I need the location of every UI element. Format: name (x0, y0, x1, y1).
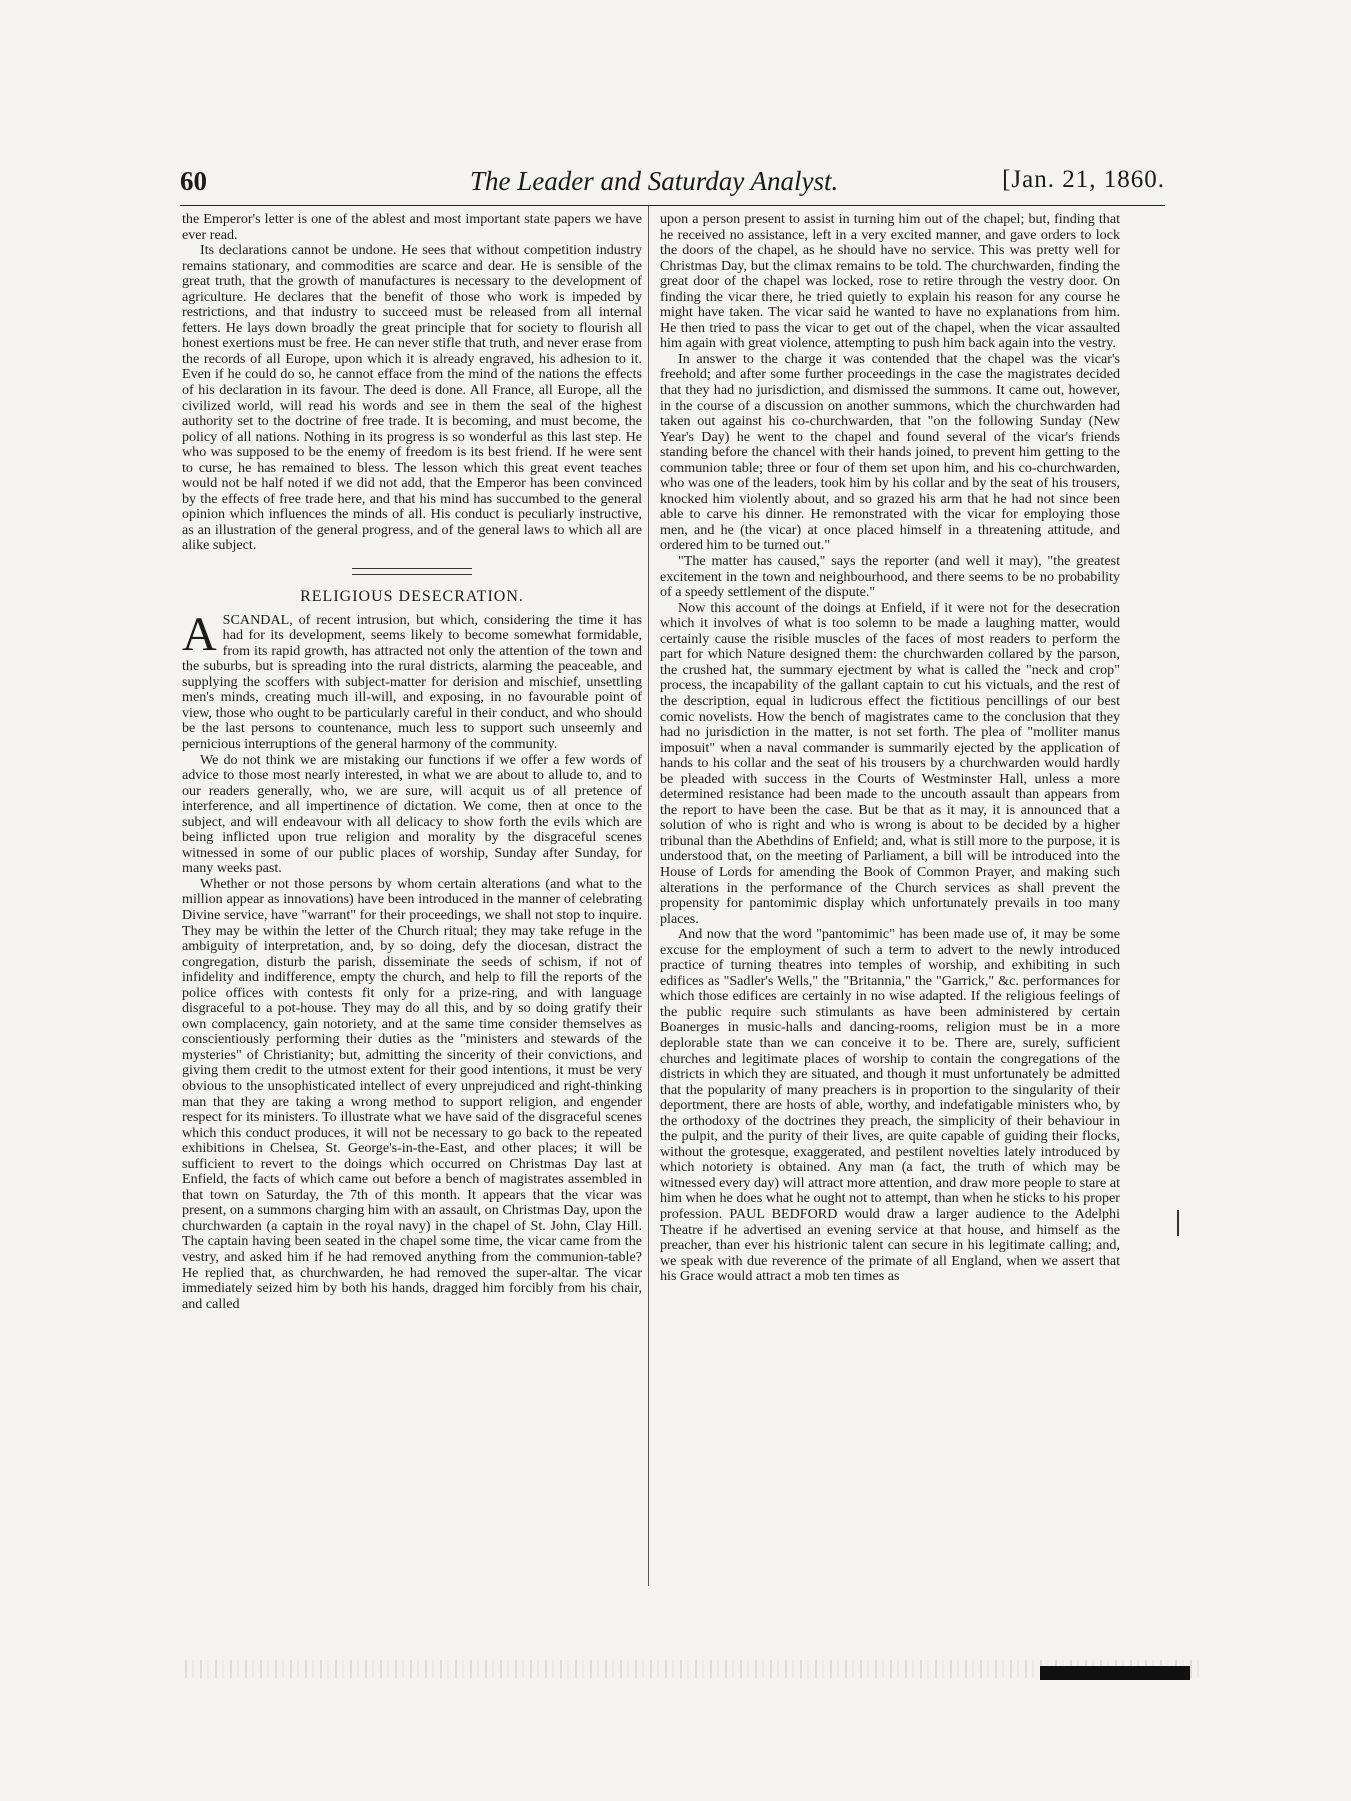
scan-bar (1040, 1666, 1190, 1680)
drop-cap: A (182, 607, 217, 661)
paragraph: "The matter has caused," says the reporter (and well it may), "the greatest excitement in the town and neighbourhood, and there seems to be no probability of a speedy settlement of the dispute." (660, 553, 1120, 601)
header-rule (180, 205, 1165, 206)
section-divider (352, 568, 472, 575)
issue-date: [Jan. 21, 1860. (1002, 166, 1165, 193)
paragraph: And now that the word "pantomimic" has been made use of, it may be some excuse for the employment of such a term to advert to the newly introduced practice of turning theatres into temples of worship, and exhibiting in such edifices as "Sadler's Wells," the "Britannia," the "Garrick," &c. performances for which those edifices are certainly in no wise adapted. If the religious feelings of the public require such stimulants as have been administered by certain Boanerges in music-halls and dancing-rooms, religion must be in a more deplorable state than we can conceive it to be. There are, surely, sufficient churches and legitimate places of worship to contain the congregations of the districts in which they are situated, and though it must unfortunately be admitted that the popularity of many preachers is in proportion to the singularity of their deportment, there are hosts of able, worthy, and indefatigable ministers who, by the orthodoxy of the doctrines they preach, the simplicity of their behaviour in the pulpit, and the purity of their lives, are quite capable of guiding their flocks, without the grotesque, exaggerated, and pestilent novelties lately introduced by which notoriety is obtained. Any man (a fact, the truth of which may be witnessed every day) will attract more attention, and draw more people to stare at him when he does what he ought not to attempt, than when he sticks to his proper profession. PAUL BEDFORD would draw a larger audience to the Adelphi Theatre if he advertised an evening service at that house, and himself as the preacher, than ever his histrionic talent can secure in his legitimate calling; and, we speak with due reverence of the primate of all England, when we assert that his Grace would attract a mob ten times as (660, 926, 1120, 1285)
paragraph-continued: the Emperor's letter is one of the ablest and most important state papers we have ever read. (182, 211, 642, 243)
paragraph: Now this account of the doings at Enfield, if it were not for the desecration which it involves of what is too solemn to be made a laughing matter, would certainly cause the risible muscles of the faces of most readers to perform the part for which Nature designed them: the churchwarden collared by the parson, the crushed hat, the summary ejectment by what is called the "neck and crop" process, the incapability of the gallant captain to cut his victuals, and the rest of the description, equal in ludicrous effect the fictitious pencillings of our best comic novelists. How the bench of magistrates came to the conclusion that they had no jurisdiction in the matter, is not set forth. The plea of "molliter manus imposuit" when a naval commander is summarily ejected by the application of hands to his collar and the seat of his trousers by a churchwarden would hardly be pleaded with success in the Courts of Westminster Hall, unless a more determined resistance had been made to the uncouth assault than appears from the report to have been the case. But be that as it may, it is announced that a solution of who is right and who is wrong is about to be decided by a higher tribunal than the Abethdins of Enfield; and, what is still more to the purpose, it is understood that, on the meeting of Parliament, a bill will be introduced into the House of Lords for amending the Book of Common Prayer, and making such alterations in the performance of the Church services as shall prevent the propensity for pantomimic display which unfortunately prevails in too many places. (660, 599, 1120, 927)
page-number: 60 (180, 166, 207, 196)
page-header (180, 160, 1165, 200)
opening-text: SCANDAL, of recent intrusion, but which, considering the time it has had for its development, seems likely to become somewhat formidable, from its rapid growth, has attracted not only the attention of the town and the suburbs, but is spreading into the rural districts, alarming the peaceable, and supplying the scoffers with subject-matter for derision and mischief, unsettling men's minds, creating much ill-will, and exposing, in no favourable point of view, those who ought to be particularly careful in their conduct, and who should be the last persons to countenance, much less to support such unseemly and pernicious interruptions of the general harmony of the community. (182, 611, 642, 752)
paragraph-continued: upon a person present to assist in turning him out of the chapel; but, finding that he received no assistance, left in a very excited manner, and gave orders to lock the doors of the chapel, as he should have no service. This was pretty well for Christmas Day, but the climax remains to be told. The churchwarden, finding the great door of the chapel was locked, rose to retire through the vestry door. On finding the vicar there, he tried quietly to explain his reason for any course he might have taken. The vicar said he wanted to have no explanations from him. He then tried to pass the vicar to get out of the chapel, when the vicar assaulted him again with great violence, attempting to push him back again into the vestry. (660, 211, 1120, 352)
paragraph: Whether or not those persons by whom certain alterations (and what to the million appear as innovations) have been introduced in the manner of celebrating Divine service, have "warrant" for their proceedings, we shall not stop to inquire. They may be within the letter of the Church ritual; they may take refuge in the ambiguity of interpretation, and, by so doing, defy the diocesan, distract the congregation, disturb the parish, disseminate the seeds of schism, if not of infidelity and indifference, empty the church, and help to fill the reports of the police offices with contests fit only for a prize-ring, and with language disgraceful to a pot-house. They may do all this, and by so doing gratify their own complacency, gain notoriety, and at the same time consider themselves as conscientiously performing their duties as the "ministers and stewards of the mysteries" of Christianity; but, admitting the sincerity of their convictions, and giving them credit to the utmost extent for their good intentions, it must be very obvious to the unsophisticated intellect of every unprejudiced and right-thinking man that they are taking a wrong method to support religion, and engender respect for its ministers. To illustrate what we have said of the disgraceful scenes which this conduct produces, it will not be necessary to go back to the repeated exhibitions in Chelsea, St. George's-in-the-East, and other places; it will be sufficient to revert to the doings which occurred on Christmas Day last at Enfield, the facts of which came out before a bench of magistrates assembled in that town on Saturday, the 7th of this month. It appears that the vicar was present, on a summons charging him with an assault, on Christmas Day, upon the churchwarden (a captain in the royal navy) in the chapel of St. John, Clay Hill. The captain having been seated in the chapel some time, the vicar came from the vestry, and asked him if he had removed anything from the communion-table? He replied that, as churchwarden, he had removed the super-altar. The vicar immediately seized him by both his hands, dragged him forcibly from his chair, and called (182, 875, 642, 1312)
journal-title: The Leader and Saturday Analyst. (470, 166, 839, 196)
margin-mark (1177, 1210, 1179, 1236)
column-divider (648, 206, 649, 1586)
article-title: RELIGIOUS DESECRATION. (300, 588, 524, 606)
article-opening (182, 607, 642, 753)
paragraph: In answer to the charge it was contended that the chapel was the vicar's freehold; and after some further proceedings in the case the magistrates decided that they had no jurisdiction, and dismissed the summons. It came out, however, in the course of a discussion on another summons, which the churchwarden had taken out against his co-churchwarden, that "on the following Sunday (New Year's Day) he went to the chapel and found several of the vicar's friends standing before the chancel with their hands joined, to prevent him getting to the communion table; three or four of them set upon him, and his co-churchwarden, who was one of the leaders, took him by his collar and by the seat of his trousers, knocked him violently about, and so grazed his arm that he had not since been able to carve his dinner. He remonstrated with the vicar for employing those men, and he (the vicar) at once placed himself in a threatening attitude, and ordered him to be turned out." (660, 350, 1120, 554)
right-column (660, 212, 1120, 1285)
paragraph: Its declarations cannot be undone. He sees that without competition industry remains stationary, and commodities are scarce and dear. He is sensible of the great truth, that the growth of manufactures is necessary to the development of agriculture. He declares that the benefit of those who work is impeded by restrictions, and that industry to succeed must be released from all internal fetters. He lays down broadly the great principle that for society to flourish all honest exertions must be free. He can never stifle that truth, and never erase from the records of all Europe, upon which it is already engraved, his adhesion to it. Even if he could do so, he cannot efface from the mind of the nations the effects of his declaration in its favour. The deed is done. All France, all Europe, all the civilized world, will read his words and see in them the seal of the highest authority set to the doctrine of free trade. It is becoming, and must become, the policy of all nations. Nothing in its progress is so wonderful as this last step. He who was supposed to be the enemy of freedom is its best friend. If he were sent to curse, he has remained to bless. The lesson which this great event teaches would not be half noted if we did not add, that the Emperor has been convinced by the effects of free trade here, and that his mind has succumbed to the general opinion which influences the minds of all. His conduct is peculiarly instructive, as an illustration of the general progress, and of the general laws to which all are alike subject. (182, 242, 642, 554)
left-column (182, 212, 642, 1312)
paragraph: We do not think we are mistaking our functions if we offer a few words of advice to those most nearly interested, in what we are about to allude to, and to our readers generally, who, we are sure, will acquit us of all pretence of interference, and all impertinence of dictation. We come, then at once to the subject, and will endeavour with all delicacy to show forth the evils which are being inflicted upon true religion and morality by the disgraceful scenes witnessed in some of our public places of worship, Sunday after Sunday, for many weeks past. (182, 751, 642, 877)
